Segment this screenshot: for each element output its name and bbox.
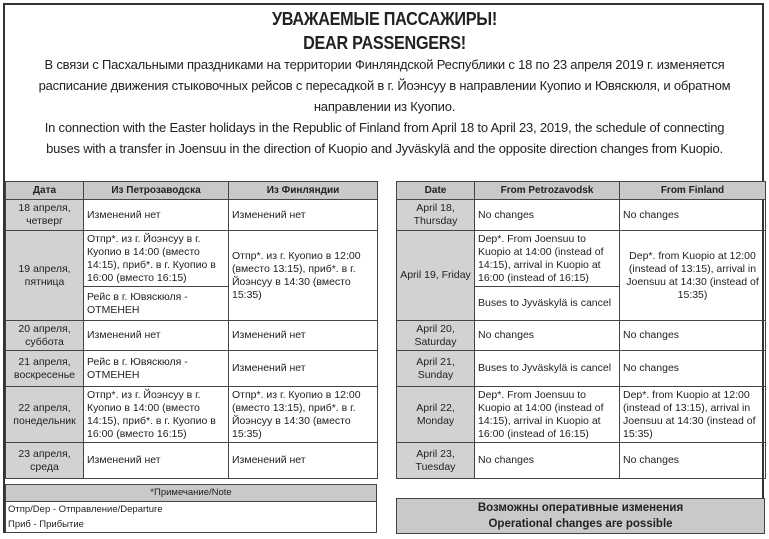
table-row	[397, 231, 766, 287]
note-box	[5, 484, 377, 533]
column-header-from-finland: Из Финляндии	[229, 182, 378, 200]
column-header-from-petrozavodsk: Из Петрозаводска	[84, 182, 229, 200]
row-from-petrozavodsk-extra: Buses to Jyväskylä is cancel	[475, 287, 620, 321]
note-title: *Примечание/Note	[6, 485, 376, 502]
operational-changes-box	[396, 498, 765, 534]
row-from-petrozavodsk: Изменений нет	[84, 321, 229, 351]
row-date: April 19, Friday	[397, 231, 475, 321]
row-from-finland: Изменений нет	[229, 321, 378, 351]
note-line-departure: Отпр/Dep - Отправление/Departure	[8, 504, 163, 515]
row-from-finland: Изменений нет	[229, 351, 378, 387]
intro-ru: В связи с Пасхальными праздниками на территории Финляндской Республики с 18 по 23 апреля 2019 г. изменяется расписание движения стыковочных рейсов с пересадкой в г. Йоэнсуу в направлении Куопио и Ювяскюля, и обратном направлении из Куопио.	[38, 57, 731, 114]
column-header-from-finland: From Finland	[620, 182, 766, 200]
row-date: April 22, Monday	[397, 387, 475, 443]
table-header-row	[397, 182, 766, 200]
row-from-petrozavodsk: Изменений нет	[84, 443, 229, 479]
title-en: DEAR PASSENGERS!	[303, 33, 466, 53]
row-from-petrozavodsk: No changes	[475, 443, 620, 479]
row-from-finland: Отпр*. из г. Куопио в 12:00 (вместо 13:15), приб*. в г. Йоэнсуу в 14:30 (вместо 15:35)	[229, 231, 378, 321]
table-row	[397, 387, 766, 443]
row-from-petrozavodsk: Изменений нет	[84, 200, 229, 231]
table-row	[6, 321, 378, 351]
row-from-finland: Dep*. from Kuopio at 12:00 (instead of 13:15), arrival in Joensuu at 14:30 (instead of 15:35)	[620, 231, 766, 321]
row-date: April 23, Tuesday	[397, 443, 475, 479]
row-date: 21 апреля, воскресенье	[6, 351, 84, 387]
row-from-finland: No changes	[620, 321, 766, 351]
operational-changes-en: Operational changes are possible	[488, 518, 673, 530]
row-from-petrozavodsk: Рейс в г. Ювяскюля - ОТМЕНЕН	[84, 351, 229, 387]
row-from-finland: Dep*. from Kuopio at 12:00 (instead of 13:15), arrival in Joensuu at 14:30 (instead of 15:35)	[620, 387, 766, 443]
row-from-petrozavodsk-extra: Рейс в г. Ювяскюля - ОТМЕНЕН	[84, 287, 229, 321]
row-date: April 21, Sunday	[397, 351, 475, 387]
row-from-petrozavodsk: Dep*. From Joensuu to Kuopio at 14:00 (instead of 14:15), arrival in Kuopio at 16:00 (instead of 16:15)	[475, 387, 620, 443]
row-date: 20 апреля, суббота	[6, 321, 84, 351]
schedule-table-en	[396, 181, 766, 479]
row-from-petrozavodsk: Buses to Jyväskylä is cancel	[475, 351, 620, 387]
row-from-finland: Изменений нет	[229, 200, 378, 231]
row-from-petrozavodsk: Отпр*. из г. Йоэнсуу в г. Куопио в 14:00 (вместо 14:15), приб*. в г. Куопио в 16:00 (вместо 16:15)	[84, 387, 229, 443]
note-line-arrival: Приб - Прибытие	[8, 519, 84, 530]
column-header-from-petrozavodsk: From Petrozavodsk	[475, 182, 620, 200]
column-header-date: Дата	[6, 182, 84, 200]
title-ru: УВАЖАЕМЫЕ ПАССАЖИРЫ!	[271, 9, 498, 29]
table-row	[6, 443, 378, 479]
schedule-table-ru	[5, 181, 378, 479]
operational-changes-ru: Возможны оперативные изменения	[477, 502, 684, 514]
row-date: 18 апреля, четверг	[6, 200, 84, 231]
row-date: April 18, Thursday	[397, 200, 475, 231]
row-from-petrozavodsk: Отпр*. из г. Йоэнсуу в г. Куопио в 14:00 (вместо 14:15), приб*. в г. Куопио в 16:00 (вместо 16:15)	[84, 231, 229, 287]
row-from-finland: Отпр*. из г. Куопио в 12:00 (вместо 13:15), приб*. в г. Йоэнсуу в 14:30 (вместо 15:35)	[229, 387, 378, 443]
row-from-finland: Изменений нет	[229, 443, 378, 479]
row-date: April 20, Saturday	[397, 321, 475, 351]
table-row	[397, 200, 766, 231]
row-date: 22 апреля, понедельник	[6, 387, 84, 443]
row-from-finland: No changes	[620, 351, 766, 387]
table-row	[397, 443, 766, 479]
column-header-date: Date	[397, 182, 475, 200]
row-from-petrozavodsk: Dep*. From Joensuu to Kuopio at 14:00 (instead of 14:15), arrival in Kuopio at 16:00 (instead of 16:15)	[475, 231, 620, 287]
row-from-petrozavodsk: No changes	[475, 200, 620, 231]
table-row	[6, 200, 378, 231]
row-date: 19 апреля, пятница	[6, 231, 84, 321]
row-from-petrozavodsk: No changes	[475, 321, 620, 351]
table-row	[6, 231, 378, 287]
table-row	[397, 321, 766, 351]
table-header-row	[6, 182, 378, 200]
intro-en: In connection with the Easter holidays in the Republic of Finland from April 18 to April 23, 2019, the schedule of connecting buses with a transfer in Joensuu in the direction of Kuopio and Jyväskylä and the opposite direction changes from Kuopio.	[44, 120, 725, 156]
row-date: 23 апреля, среда	[6, 443, 84, 479]
row-from-finland: No changes	[620, 200, 766, 231]
row-from-finland: No changes	[620, 443, 766, 479]
table-row	[6, 351, 378, 387]
table-row	[6, 387, 378, 443]
table-row	[397, 351, 766, 387]
